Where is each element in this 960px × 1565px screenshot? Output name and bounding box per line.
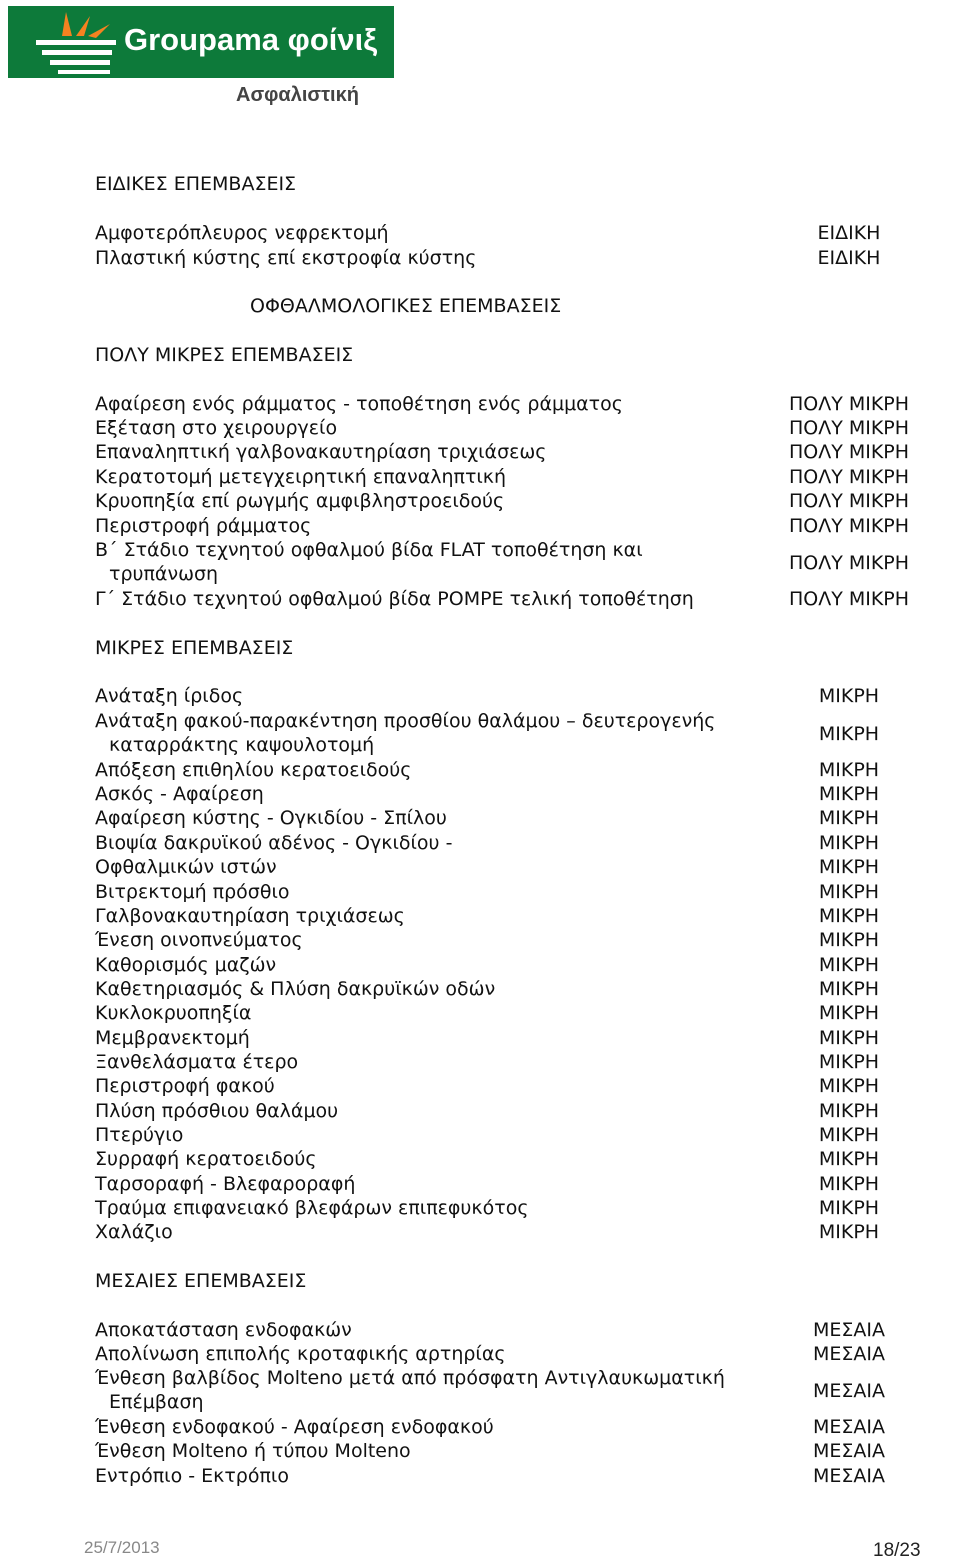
section-title-medium: ΜΕΣΑΙΕΣ ΕΠΕΜΒΑΣΕΙΣ [95,1270,307,1292]
procedure-name-line2: τρυπάνωση [109,563,219,586]
severity-value: ΜΙΚΡΗ [818,905,880,927]
procedure-name: Απόξεση επιθηλίου κερατοειδούς [95,759,412,781]
procedure-name: Τραύμα επιφανειακό βλεφάρων επιπεφυκότος [95,1197,529,1219]
severity-value: ΜΙΚΡΗ [818,1075,880,1097]
procedure-name: Κερατοτομή μετεγχειρητική επαναληπτική [95,466,507,488]
procedure-name: Κυκλοκρυοπηξία [95,1002,252,1024]
logo-name: Groupama φοίνιξ [124,22,378,57]
footer-date: 25/7/2013 [84,1538,160,1557]
procedure-name: Ένεση οινοπνεύματος [95,929,303,951]
procedure-name-line1: Ανάταξη φακού-παρακέντηση προσθίου θαλάμου – δευτερογενής [95,710,716,732]
procedure-name: Αμφοτερόπλευρος νεφρεκτομή [95,222,389,244]
severity-value: ΜΙΚΡΗ [818,759,880,781]
severity-value: ΠΟΛΥ ΜΙΚΡΗ [788,552,910,574]
severity-value: ΜΙΚΡΗ [818,929,880,951]
procedure-name: Πτερύγιο [95,1124,184,1146]
severity-value: ΜΙΚΡΗ [818,1197,880,1219]
severity-value: ΜΙΚΡΗ [818,685,880,707]
company-logo [8,6,394,112]
severity-value: ΜΙΚΡΗ [818,1002,880,1024]
procedure-name [95,538,775,587]
procedure-name: Βιοψία δακρυϊκού αδένος - Ογκιδίου - [95,832,453,854]
procedure-name: Οφθαλμικών ιστών [95,856,277,878]
procedure-name [95,709,775,758]
procedure-name: Επαναληπτική γαλβονακαυτηρίαση τριχιάσεως [95,441,547,463]
severity-value: ΠΟΛΥ ΜΙΚΡΗ [788,393,910,415]
procedure-name [95,1366,775,1415]
section-title-ophthalmology: ΟΦΘΑΛΜΟΛΟΓΙΚΕΣ ΕΠΕΜΒΑΣΕΙΣ [250,295,562,317]
severity-value: ΜΙΚΡΗ [818,1051,880,1073]
procedure-name: Περιστροφή ράμματος [95,515,312,537]
severity-value: ΕΙΔΙΚΗ [817,222,881,244]
procedure-name: Περιστροφή φακού [95,1075,275,1097]
severity-value: ΜΙΚΡΗ [818,783,880,805]
severity-value: ΜΙΚΡΗ [818,1124,880,1146]
logo-sun-icon [22,6,118,78]
severity-value: ΠΟΛΥ ΜΙΚΡΗ [788,490,910,512]
procedure-name: Ασκός - Αφαίρεση [95,783,264,805]
procedure-name: Αποκατάσταση ενδοφακών [95,1319,352,1341]
procedure-name: Εντρόπιο - Εκτρόπιο [95,1465,289,1487]
severity-value: ΜΕΣΑΙΑ [812,1343,885,1365]
severity-value: ΜΙΚΡΗ [818,1221,880,1243]
severity-value: ΜΙΚΡΗ [818,881,880,903]
procedure-name-line2: Επέμβαση [109,1391,204,1414]
procedure-name: Αφαίρεση ενός ράμματος - τοποθέτηση ενός ράμματος [95,393,623,415]
section-title-minor: ΜΙΚΡΕΣ ΕΠΕΜΒΑΣΕΙΣ [95,637,294,659]
procedure-name: Ένθεση Molteno ή τύπου Molteno [95,1440,411,1462]
procedure-name: Εξέταση στο χειρουργείο [95,417,338,439]
procedure-name: Γαλβονακαυτηρίαση τριχιάσεως [95,905,405,927]
severity-value: ΜΕΣΑΙΑ [812,1465,885,1487]
severity-value: ΜΕΣΑΙΑ [812,1380,885,1402]
procedure-name: Μεμβρανεκτομή [95,1027,250,1049]
procedure-name-line2: καταρράκτης καψουλοτομή [109,734,375,757]
page-number: 18/23 [873,1540,921,1561]
severity-value: ΠΟΛΥ ΜΙΚΡΗ [788,441,910,463]
procedure-name: Ένθεση ενδοφακού - Αφαίρεση ενδοφακού [95,1416,494,1438]
procedure-name-line1: Β΄ Στάδιο τεχνητού οφθαλμού βίδα FLAT τοποθέτηση και [95,539,643,561]
severity-value: ΠΟΛΥ ΜΙΚΡΗ [788,515,910,537]
severity-value: ΜΙΚΡΗ [818,807,880,829]
severity-value: ΠΟΛΥ ΜΙΚΡΗ [788,417,910,439]
procedure-name-line1: Ένθεση βαλβίδος Molteno μετά από πρόσφατη Αντιγλαυκωματική [95,1367,725,1389]
procedure-name: Ξανθελάσματα έτερο [95,1051,299,1073]
logo-subtitle: Ασφαλιστική [236,84,359,106]
severity-value: ΜΙΚΡΗ [818,856,880,878]
procedure-name: Χαλάζιο [95,1221,173,1243]
procedure-name: Ανάταξη ίριδος [95,685,244,707]
procedure-name: Κρυοπηξία επί ρωγμής αμφιβληστροειδούς [95,490,505,512]
procedure-name: Βιτρεκτομή πρόσθιο [95,881,290,903]
procedure-name: Αφαίρεση κύστης - Ογκιδίου - Σπίλου [95,807,447,829]
severity-value: ΜΙΚΡΗ [818,954,880,976]
severity-value: ΜΙΚΡΗ [818,978,880,1000]
procedure-name: Καθορισμός μαζών [95,954,277,976]
severity-value: ΜΕΣΑΙΑ [812,1416,885,1438]
section-title-very-minor: ΠΟΛΥ ΜΙΚΡΕΣ ΕΠΕΜΒΑΣΕΙΣ [95,344,354,366]
procedure-name: Απολίνωση επιπολής κροταφικής αρτηρίας [95,1343,506,1365]
severity-value: ΜΙΚΡΗ [818,723,880,745]
severity-value: ΠΟΛΥ ΜΙΚΡΗ [788,466,910,488]
severity-value: ΕΙΔΙΚΗ [817,247,881,269]
section-title-special: ΕΙΔΙΚΕΣ ΕΠΕΜΒΑΣΕΙΣ [95,173,297,195]
severity-value: ΜΙΚΡΗ [818,1148,880,1170]
procedure-name: Ταρσοραφή - Βλεφαροραφή [95,1173,356,1195]
procedure-name: Καθετηριασμός & Πλύση δακρυϊκών οδών [95,978,496,1000]
severity-value: ΜΙΚΡΗ [818,1100,880,1122]
severity-value: ΜΕΣΑΙΑ [812,1440,885,1462]
severity-value: ΜΙΚΡΗ [818,1173,880,1195]
severity-value: ΜΕΣΑΙΑ [812,1319,885,1341]
procedure-name: Πλαστική κύστης επί εκστροφία κύστης [95,247,477,269]
severity-value: ΜΙΚΡΗ [818,1027,880,1049]
procedure-name: Γ΄ Στάδιο τεχνητού οφθαλμού βίδα POMPE τελική τοποθέτηση [95,588,694,610]
severity-value: ΜΙΚΡΗ [818,832,880,854]
procedure-name: Πλύση πρόσθιου θαλάμου [95,1100,339,1122]
severity-value: ΠΟΛΥ ΜΙΚΡΗ [788,588,910,610]
procedure-name: Συρραφή κερατοειδούς [95,1148,317,1170]
